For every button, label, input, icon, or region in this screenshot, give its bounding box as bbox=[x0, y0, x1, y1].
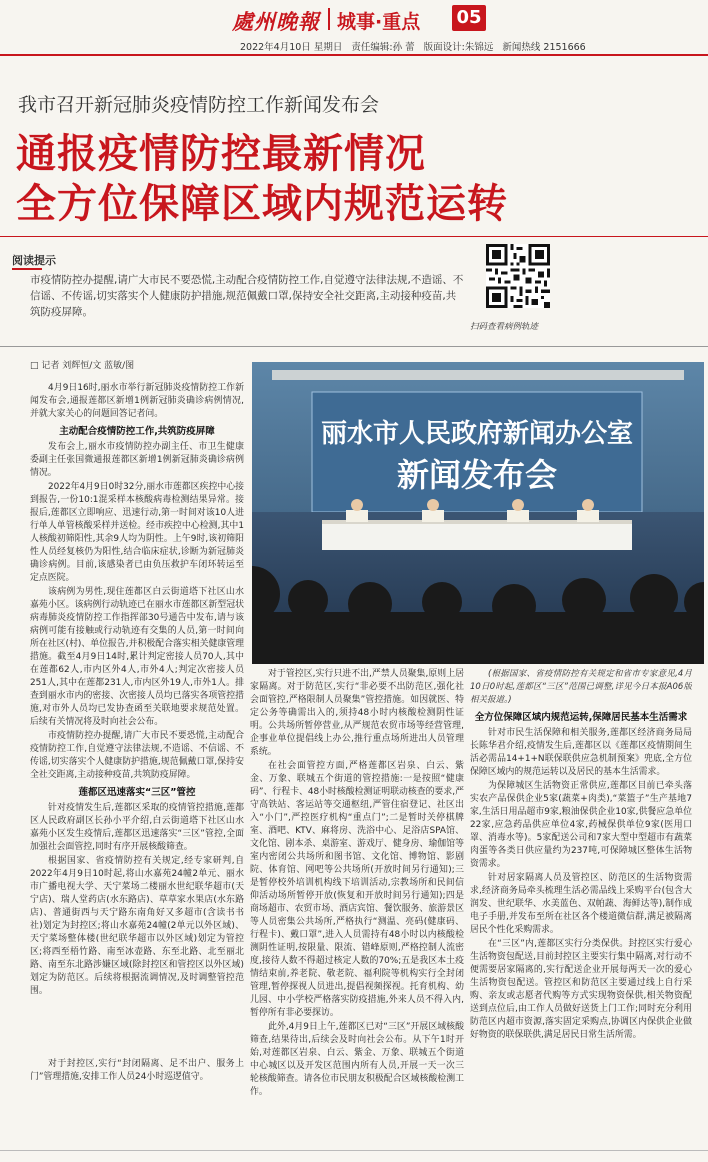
newspaper-logo: 處州晚報 bbox=[232, 9, 320, 34]
photo-banner-line-1: 丽水市人民政府新闻办公室 bbox=[320, 419, 634, 449]
photo-banner-line-2: 新闻发布会 bbox=[396, 456, 558, 494]
article-paragraph: 该病例为男性,现住莲都区白云街道塔下社区山水嘉苑小区。该病例行动轨迹已在丽水市莲都区新型冠状病毒肺炎疫情防控工作指挥部30号通告中发布,请与该病例可能有接触或行动轨迹有交集的人员,第一时间向所在社区(村)、单位报告,并积极配合落实相关健康管理措施。截至4月9日14时,累计判定密接人员70人,其中在莲都62人,市内区外4人,市外4人;判定次密接人员251人,其中在莲都231人,市内区外19人,市外1人。排查到丽水市内的密接、次密接人员均已落实各项管控措施,对市外人员均已发协查函至关联地要求规范处置。后续有关情况将及时向社会公布。 bbox=[30, 587, 244, 727]
editor-credit: 责任编辑:孙 蕾 bbox=[351, 42, 415, 53]
subheading: 莲都区迅速落实“三区”管控 bbox=[78, 787, 196, 798]
designer-credit: 版面设计:朱锦远 bbox=[423, 42, 494, 53]
press-conference-photo bbox=[252, 362, 704, 664]
qr-code-icon[interactable] bbox=[486, 244, 550, 308]
section-title: 城事·重点 bbox=[337, 11, 421, 33]
reading-tips-accent bbox=[12, 268, 42, 270]
editor-note: (根据国家、省疫情防控有关规定和省市专家意见,4月10日0时起,莲都区“三区”范围已调整,详见今日本报A06版相关报道。) bbox=[470, 669, 692, 705]
article-paragraph: 在“三区”内,莲都区实行分类保供。封控区实行爱心生活物资包配送,目前封控区主要实行集中隔离,对行动不便需要居家隔离的,实行配送企业开展每两天一次的爱心生活物资包配送。管控区和防范区主要通过线上自行采购、亲友或志愿者代购等方式实现物资保供,相关物资配送到点位后,由工作人员做好送货上门工作;同时充分利用防范区内超市资源,落实固定采购点,协调区内保供企业做好物资的联保联供,满足居民日常生活所需。 bbox=[470, 939, 692, 1040]
article-paragraph: 发布会上,丽水市疫情防控办副主任、市卫生健康委副主任张国微通报莲都区新增1例新冠肺炎确诊病例情况。 bbox=[30, 442, 244, 478]
article-paragraph: 针对居家隔离人员及管控区、防范区的生活物资需求,经济商务局牵头梳理生活必需品线上采购平台(包含大润发、世纪联华、水美蓝色、双帕蔬、海鲜达等),制作成电子手册,并发布至所在社区各个楼道微信群,满足被隔离居民个性化采购需求。 bbox=[470, 873, 692, 935]
article-column-1-end bbox=[30, 1058, 244, 1148]
reading-tips-heading: 阅读提示 bbox=[12, 254, 56, 267]
article-paragraph: 市疫情防控办提醒,请广大市民不要恐慌,主动配合疫情防控工作,自觉遵守法律法规,不造谣、不信谣、不传谣,切实落实个人健康防护措施,规范佩戴口罩,保持安全社交距离,主动接种疫苗,共筑防疫屏障。 bbox=[30, 731, 244, 780]
article-column-3 bbox=[470, 668, 692, 1146]
masthead-info bbox=[240, 39, 592, 53]
article-paragraph: 在社会面管控方面,严格莲都区岩泉、白云、紫金、万象、联城五个街道的管控措施:一是按照“健康码”、行程卡、48小时核酸检测证明联动核查的要求,严守高铁站、客运站等交通枢纽,严管住宿登记、社区出入“小门”,严控医疗机构“重点门”;二是暂时关停棋牌室、酒吧、KTV、麻将房、洗浴中心、足浴店SPA馆、文化馆、剧本杀、桌游室、游戏厅、健身房、瑜伽馆等室内密闭公共场所和图书馆、文化馆、博物馆、影剧院、体育馆、网吧等公共场所(开放时间另行通知);三是暂停校外培训机构线下培训活动,宗教场所和民间信仰活动场所暂停开放(恢复和开放时间另行通知);四是商场超市、农贸市场、酒店宾馆、餐饮服务、旅游景区等人员密集公共场所,严格执行“测温、亮码(健康码、行程卡)、戴口罩”,进入人员需持有48小时以内核酸检测阴性证明,按限量、限流、错峰原则,严格控制人流密度,接待人数不得超过核定人数的70%;五是我区本土疫情结束前,养老院、敬老院、福利院等机构实行全封闭管理,暂停探视人员进出,提倡视频探视。托育机构、幼儿园、中小学校严格落实防疫措施,外来人员不得入内,暂停所有非必要探访。 bbox=[250, 761, 464, 1018]
article-paragraph: 针对市民生活保障和相关服务,莲都区经济商务局局长陈华君介绍,疫情发生后,莲都区以《莲都区疫情期间生活必需品14+1+N联保联供应急机制预案》兜底,全方位保障区域内的规范运转以及居民的基本生活需求。 bbox=[470, 728, 692, 777]
page-number-badge: 05 bbox=[452, 5, 486, 31]
article-paragraph: 2022年4月9日0时32分,丽水市莲都区疾控中心接到报告,一份10:1混采样本核酸病毒检测结果异常。接报后,莲都区立即响应、迅速行动,第一时间对该10人进行单人单管核酸采样并送检。经市疾控中心检测,其中1人核酸初筛阳性,其余9人均为阴性。上午9时,该初筛阳性人员经复核仍为阳性,结合临床症状,诊断为新冠肺炎确诊病例。目前,该感染者已由负压救护车闭环转运至定点医院。 bbox=[30, 482, 244, 583]
byline: □ 记者 刘辉恒/文 蓝敏/图 bbox=[30, 361, 135, 371]
masthead-rule bbox=[0, 54, 708, 56]
news-hotline: 新闻热线 2151666 bbox=[502, 42, 586, 53]
article-paragraph: 对于封控区,实行“封闭隔离、足不出户、服务上门”管理措施,安排工作人员24小时巡逻值守。 bbox=[30, 1059, 244, 1082]
article-paragraph: 此外,4月9日上午,莲都区已对“三区”开展区域核酸筛查,结果待出,后续会及时向社会公布。从下午1时开始,对莲都区岩泉、白云、紫金、万象、联城五个街道中心城区以及开发区范围内所有人员,开展一天一次三轮核酸筛查。请各位市民朋友积极配合区域核酸检测工作。 bbox=[250, 1022, 464, 1097]
subheading: 全方位保障区域内规范运转,保障居民基本生活需求 bbox=[474, 712, 688, 723]
article-column-2 bbox=[250, 668, 464, 1146]
qr-caption: 扫码查看病例轨迹 bbox=[470, 322, 539, 332]
article-column-1 bbox=[30, 382, 244, 1058]
article-paragraph: 为保障城区生活物资正常供应,莲都区目前已牵头落实农产品保供企业5家(蔬菜+肉类),“菜篮子”生产基地7家,生活日用品超市9家,粮油保供企业10家,供餐应急单位22家,应急药品供应单位4家,药械保供单位9家(医用口罩、消毒水等)。5家配送公司和7家大型中型超市有蔬菜肉蛋等各类日供应量约为237吨,可保障城区整体生活物资需求。 bbox=[470, 781, 692, 869]
headline-rule bbox=[0, 236, 708, 237]
masthead-divider bbox=[328, 8, 330, 30]
section-rule bbox=[0, 346, 708, 347]
article-paragraph: 根据国家、省疫情防控有关规定,经专家研判,自2022年4月9日10时起,将山水嘉苑24幢2单元、丽水市广播电视大学、天宁菜场二楼丽水世纪联华超市(天宁店)、瑞人堂药店(水东路店)、草草家水果店(水东路店)、普通街西与天宁路东南角好又多超市(含读书书社)划定为封控区;将山水嘉苑24幢(2单元以外区域)、天宁菜场整体楼(世纪联华超市以外区域)划定为管控区;将西至梧竹路、南至冰壶路、东至北路、北至丽北路、南至东北路涉嫌区域(除封控区和管控区以外区域)划定为防范区。后续将根据流调情况,及时调整管控范围。 bbox=[30, 856, 244, 996]
issue-date: 2022年4月10日 星期日 bbox=[240, 42, 343, 53]
kicker-headline: 我市召开新冠肺炎疫情防控工作新闻发布会 bbox=[18, 94, 380, 116]
subheading: 主动配合疫情防控工作,共筑防疫屏障 bbox=[59, 426, 215, 437]
reading-tips-body: 市疫情防控办提醒,请广大市民不要恐慌,主动配合疫情防控工作,自觉遵守法律法规,不造谣、不信谣、不传谣,切实落实个人健康防护措施,规范佩戴口罩,保持安全社交距离,主动接种疫苗,共筑防疫屏障。 bbox=[30, 274, 464, 318]
bottom-rule bbox=[0, 1150, 708, 1151]
article-paragraph: 4月9日16时,丽水市举行新冠肺炎疫情防控工作新闻发布会,通报莲都区新增1例新冠肺炎确诊病例情况,并就大家关心的问题回答记者问。 bbox=[30, 383, 244, 419]
article-paragraph: 对于管控区,实行只进不出,严禁人员聚集,原则上居家隔离。对于防范区,实行“非必要不出防范区,强化社会面管控,严格限制人员聚集”管控措施。如因就医、特定公务等确需出入的,须持48小时内核酸检测阴性证明。公共场所暂停营业,从严规范农贸市场等经营管理,企事业单位提倡线上办公,推行重点场所进出人员管理系统。 bbox=[250, 669, 464, 757]
article-paragraph: 针对疫情发生后,莲都区采取的疫情管控措施,莲都区人民政府副区长孙小平介绍,白云街道塔下社区山水嘉苑小区发生疫情后,莲都区迅速落实“三区”管控,全面加强社会面管控,同时有序开展核酸筛查。 bbox=[30, 803, 244, 852]
main-headline-line-1: 通报疫情防控最新情况 bbox=[16, 131, 426, 177]
main-headline-line-2: 全方位保障区域内规范运转 bbox=[16, 181, 508, 227]
